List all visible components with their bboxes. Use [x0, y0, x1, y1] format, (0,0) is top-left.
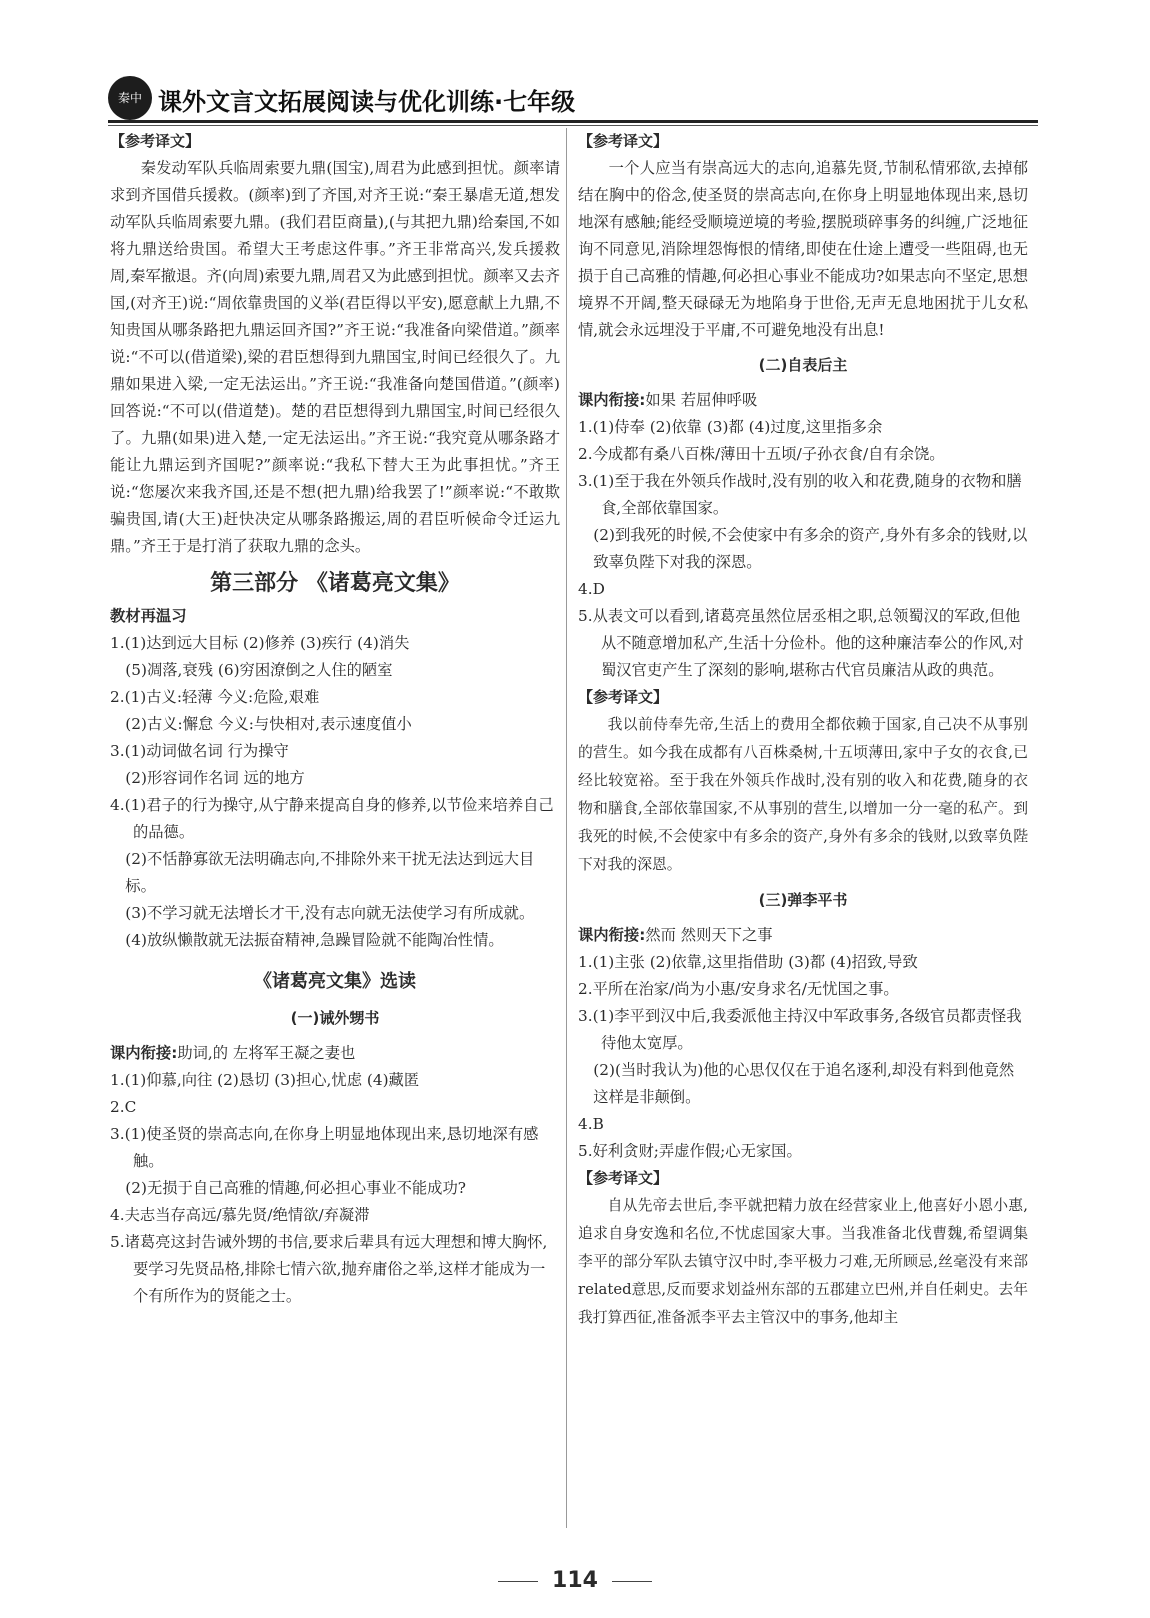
column-divider	[566, 128, 567, 1528]
reference-translation-text: 一个人应当有崇高远大的志向,追慕先贤,节制私情邪欲,去掉郁结在胸中的俗念,使圣贤的崇高志向,在你身上明显地体现出来,恳切地深有感触;能经受顺境逆境的考验,摆脱琐碎事务的纠缠,广泛地征询不同意见,消除埋怨悔恨的情绪,即使在仕途上遭受一些阻碍,也无损于自己高雅的情趣,何必担心事业不能成功?如果志向不坚定,思想境界不开阔,整天碌碌无为地陷身于世俗,无声无息地困扰于儿女私情,就会永远埋没于平庸,不可避免地没有出息!	[578, 159, 1028, 339]
review-item: 1.(1)达到远大目标 (2)修养 (3)疾行 (4)消失	[110, 634, 410, 652]
section-title: (三)弹李平书	[758, 891, 848, 909]
answer-item: 2.今成都有桑八百株/薄田十五顷/子孙衣食/自有余饶。	[578, 445, 945, 463]
link-label: 课内衔接:	[578, 926, 646, 944]
link-line	[578, 922, 1028, 949]
answer-item: 5.好利贪财;弄虚作假;心无家国。	[578, 1142, 802, 1160]
header-rule-thin	[108, 125, 1038, 126]
link-text: 助词,的 左将军王凝之妻也	[177, 1044, 356, 1062]
answer-item: 4.D	[578, 580, 605, 598]
answer-item: 2.平所在治家/尚为小惠/安身求名/无忧国之事。	[578, 980, 899, 998]
review-item: (4)放纵懒散就无法振奋精神,急躁冒险就不能陶冶性情。	[125, 931, 504, 949]
reference-translation-text: 自从先帝去世后,李平就把精力放在经营家业上,他喜好小恩小惠,追求自身安逸和名位,不忧虑国家大事。当我准备北伐曹魏,希望调集李平的部分军队去镇守汉中时,李平极力刁难,无所顾忌,丝毫没有来部related意思,反而要求划益州东部的五郡建立巴州,并自任刺史。去年我打算西征,准备派李平去主管汉中的事务,他却主	[578, 1197, 1028, 1326]
answer-item: 4.B	[578, 1115, 604, 1133]
section-title: (二)自表后主	[758, 356, 848, 374]
answer-item: 5.诸葛亮这封告诫外甥的书信,要求后辈具有远大理想和博大胸怀,要学习先贤品格,排除七情六欲,抛弃庸俗之举,这样才能成为一个有所作为的贤能之士。	[110, 1233, 548, 1305]
reference-translation-tag: 【参考译文】	[578, 1169, 669, 1187]
answer-item: 1.(1)主张 (2)依靠,这里指借助 (3)都 (4)招致,导致	[578, 953, 918, 971]
answer-item: 3.(1)李平到汉中后,我委派他主持汉中军政事务,各级官员都责怪我待他太宽厚。	[578, 1007, 1022, 1052]
part-title: 第三部分 《诸葛亮文集》	[210, 571, 460, 596]
left-column	[110, 128, 560, 1310]
review-item: 2.(1)古义:轻薄 今义:危险,艰难	[110, 688, 320, 706]
reference-translation-text: 秦发动军队兵临周索要九鼎(国宝),周君为此感到担忧。颜率请求到齐国借兵援救。(颜率)到了齐国,对齐王说:“秦王暴虐无道,想发动军队兵临周索要九鼎。(我们君臣商量),(与其把九鼎)给秦国,不如将九鼎送给贵国。希望大王考虑这件事。”齐王非常高兴,发兵援救周,秦军撤退。齐(向周)索要九鼎,周君又为此感到担忧。颜率又去齐国,(对齐王)说:“周依靠贵国的义举(君臣得以平安),愿意献上九鼎,不知贵国从哪条路把九鼎运回齐国?”齐王说:“我准备向梁借道。”颜率说:“不可以(借道梁),梁的君臣想得到九鼎国宝,时间已经很久了。九鼎如果进入梁,一定无法运出。”齐王说:“我准备向楚国借道。”(颜率)回答说:“不可以(借道楚)。楚的君臣想得到九鼎国宝,时间已经很久了。九鼎(如果)进入楚,一定无法运出。”齐王说:“我究竟从哪条路才能让九鼎运到齐国呢?”颜率说:“我私下替大王为此事担忧。”齐王说:“您屡次来我齐国,还是不想(把九鼎)给我罢了!”颜率说:“不敢欺骗贵国,请(大王)赶快决定从哪条路搬运,周的君臣听候命令迁运九鼎。”齐王于是打消了获取九鼎的念头。	[110, 159, 560, 555]
publisher-logo: 秦中	[108, 76, 152, 120]
answer-item: 3.(1)使圣贤的崇高志向,在你身上明显地体现出来,恳切地深有感触。	[110, 1125, 539, 1170]
answer-item: 5.从表文可以看到,诸葛亮虽然位居丞相之职,总领蜀汉的军政,但他从不随意增加私产,生活十分俭朴。他的这种廉洁奉公的作风,对蜀汉官吏产生了深刻的影响,堪称古代官员廉洁从政的典范。	[578, 607, 1024, 679]
review-item: (2)古义:懈怠 今义:与快相对,表示速度值小	[125, 715, 412, 733]
review-item: (2)形容词作名词 远的地方	[125, 769, 305, 787]
link-text: 如果 若屈伸呼吸	[645, 391, 758, 409]
link-line	[578, 387, 1028, 414]
review-item: 3.(1)动词做名词 行为操守	[110, 742, 289, 760]
answer-item: (2)(当时我认为)他的心思仅仅在于追名逐利,却没有料到他竟然这样是非颠倒。	[593, 1061, 1015, 1106]
review-item: (3)不学习就无法增长才干,没有志向就无法使学习有所成就。	[125, 904, 535, 922]
page-header	[108, 76, 1038, 126]
answer-item: 1.(1)仰慕,向往 (2)恳切 (3)担心,忧虑 (4)藏匿	[110, 1071, 420, 1089]
header-rule	[108, 120, 1038, 123]
answer-item: 2.C	[110, 1098, 137, 1116]
book-title: 课外文言文拓展阅读与优化训练·七年级	[158, 88, 576, 116]
link-label: 课内衔接:	[110, 1044, 178, 1062]
link-line	[110, 1040, 560, 1067]
reading-title: 《诸葛亮文集》选读	[254, 971, 416, 992]
reference-translation-tag: 【参考译文】	[578, 132, 669, 150]
footer-dash-left	[498, 1581, 538, 1582]
review-item: 4.(1)君子的行为操守,从宁静来提高自身的修养,以节俭来培养自己的品德。	[110, 796, 554, 841]
answer-item: (2)无损于自己高雅的情趣,何必担心事业不能成功?	[125, 1179, 466, 1197]
reference-translation-tag: 【参考译文】	[578, 688, 669, 706]
footer-dash-right	[612, 1581, 652, 1582]
section-title: (一)诫外甥书	[290, 1009, 380, 1027]
link-text: 然而 然则天下之事	[645, 926, 773, 944]
reference-translation-tag: 【参考译文】	[110, 132, 201, 150]
answer-item: (2)到我死的时候,不会使家中有多余的资产,身外有多余的钱财,以致辜负陛下对我的深恩。	[593, 526, 1028, 571]
answer-item: 3.(1)至于我在外领兵作战时,没有别的收入和花费,随身的衣物和膳食,全部依靠国家。	[578, 472, 1022, 517]
page-number: 114	[552, 1568, 598, 1593]
page-footer	[0, 1568, 1150, 1593]
reference-translation-text: 我以前侍奉先帝,生活上的费用全都依赖于国家,自己决不从事别的营生。如今我在成都有八百株桑树,十五顷薄田,家中子女的衣食,已经比较宽裕。至于我在外领兵作战时,没有别的收入和花费,随身的衣物和膳食,全部依靠国家,不从事别的营生,以增加一分一毫的私产。到我死的时候,不会使家中有多余的资产,身外有多余的钱财,以致辜负陛下对我的深恩。	[578, 716, 1028, 873]
link-label: 课内衔接:	[578, 391, 646, 409]
review-item: (5)凋落,衰残 (6)穷困潦倒之人住的陋室	[125, 661, 393, 679]
answer-item: 1.(1)侍奉 (2)依靠 (3)都 (4)过度,这里指多余	[578, 418, 883, 436]
right-column	[578, 128, 1028, 1332]
answer-item: 4.夫志当存高远/慕先贤/绝情欲/弃凝滞	[110, 1206, 370, 1224]
review-item: (2)不恬静寡欲无法明确志向,不排除外来干扰无法达到远大目标。	[125, 850, 535, 895]
review-heading: 教材再温习	[110, 607, 187, 625]
